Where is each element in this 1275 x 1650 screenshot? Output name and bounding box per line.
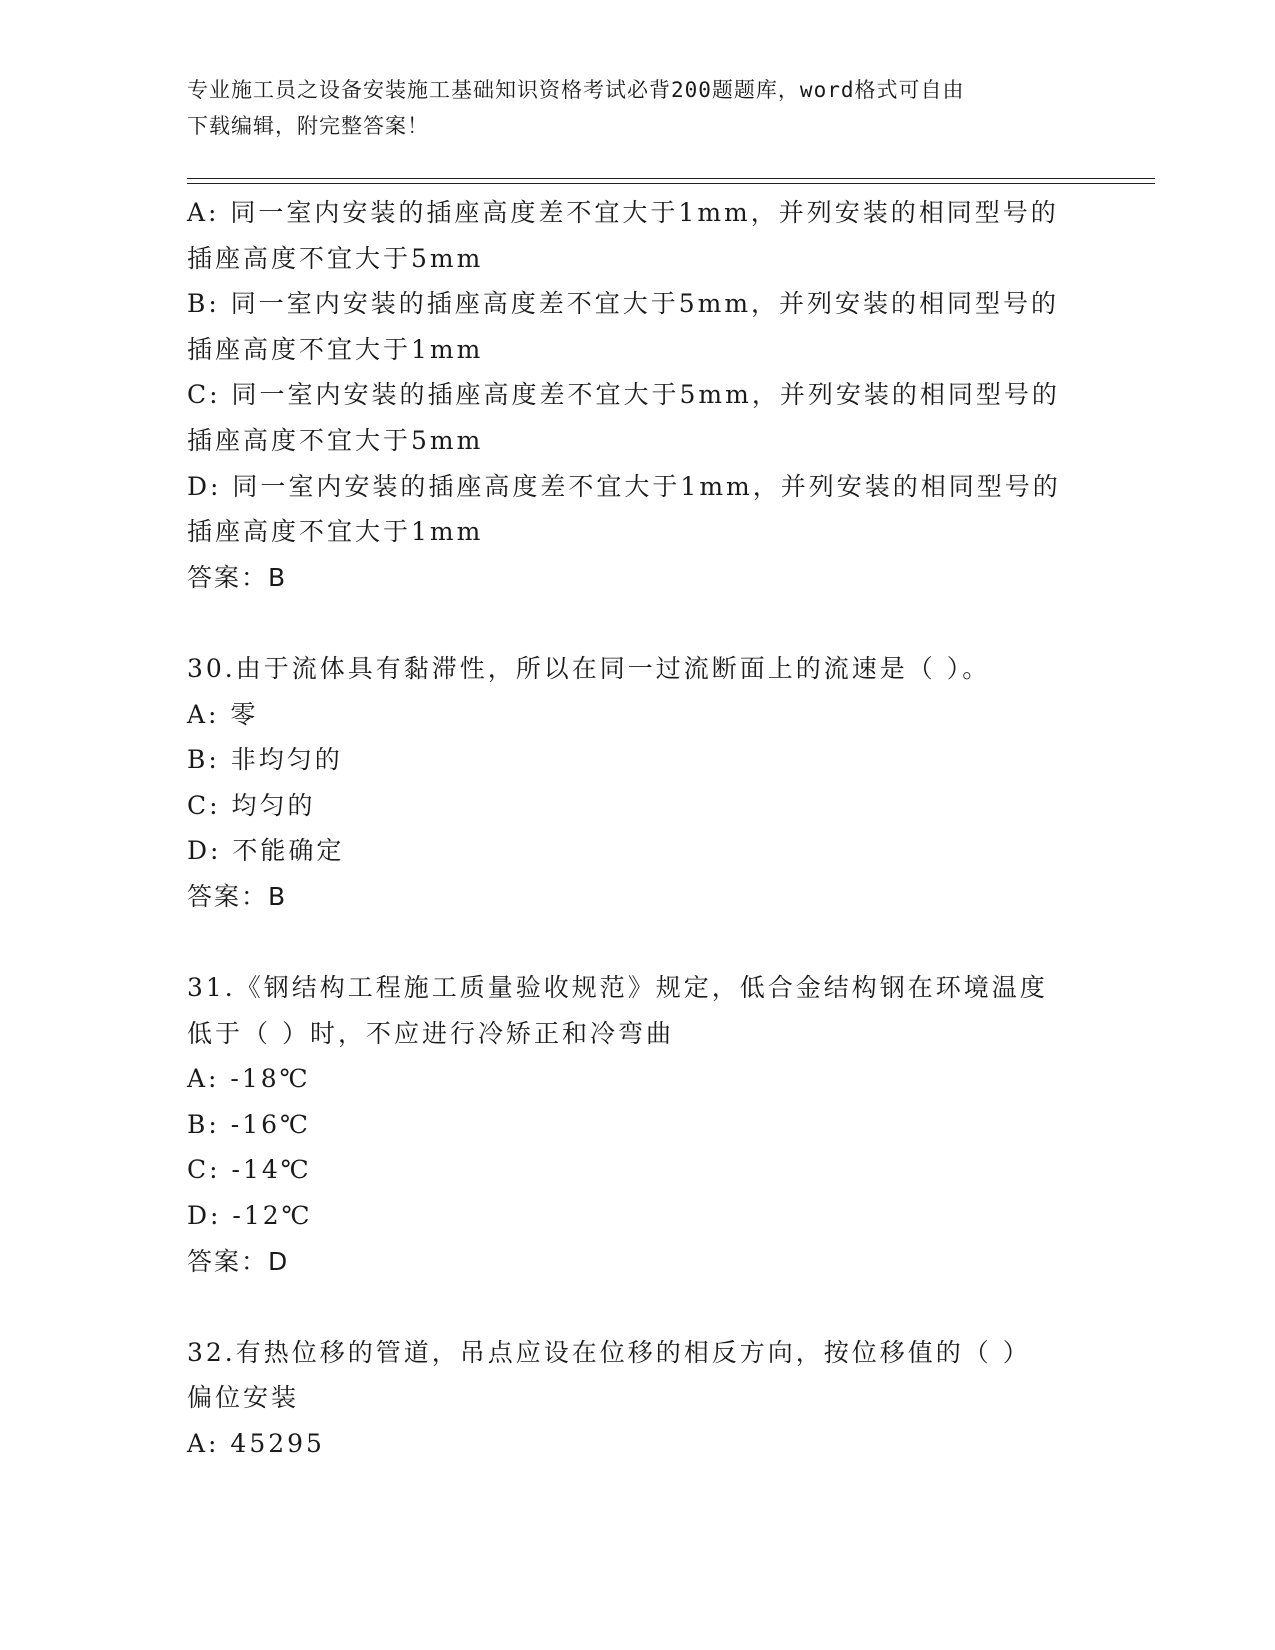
option-a: A: 45295 <box>187 1429 325 1459</box>
answer-31: 答案：D <box>187 1246 290 1276</box>
question-29-options <box>187 190 1087 600</box>
option-c-line-1: C: 同一室内安装的插座高度差不宜大于5mm，并列安装的相同型号的 <box>187 380 1060 410</box>
question-31-text-line-1: 31.《钢结构工程施工质量验收规范》规定，低合金结构钢在环境温度 <box>187 973 1048 1003</box>
option-a-line-1: A: 同一室内安装的插座高度差不宜大于1mm，并列安装的相同型号的 <box>187 198 1059 227</box>
answer-29: 答案：B <box>187 562 288 592</box>
option-d: D: 不能确定 <box>187 836 345 866</box>
header-divider-top <box>187 178 1155 179</box>
option-c: C: -14℃ <box>187 1155 312 1185</box>
spacer <box>187 1284 1087 1330</box>
question-31-text-line-2: 低于（ ）时，不应进行冷矫正和冷弯曲 <box>187 1018 674 1048</box>
option-d: D: -12℃ <box>187 1201 313 1231</box>
question-30 <box>187 646 1087 920</box>
option-b: B: 非均匀的 <box>187 745 343 775</box>
option-c: C: 均匀的 <box>187 790 316 820</box>
question-31 <box>187 965 1087 1284</box>
option-a-line-2: 插座高度不宜大于5mm <box>187 243 484 273</box>
option-c-line-2: 插座高度不宜大于5mm <box>187 425 484 455</box>
option-b-line-2: 插座高度不宜大于1mm <box>187 334 484 364</box>
option-b: B: -16℃ <box>187 1109 311 1139</box>
option-d-line-2: 插座高度不宜大于1mm <box>187 517 484 547</box>
spacer <box>187 920 1087 966</box>
question-32 <box>187 1330 1087 1467</box>
option-a: A: 零 <box>187 699 259 729</box>
question-body <box>187 190 1087 1467</box>
option-b-line-1: B: 同一室内安装的插座高度差不宜大于5mm，并列安装的相同型号的 <box>187 289 1060 319</box>
header-divider-bottom <box>187 183 1155 184</box>
question-30-text: 30.由于流体具有黏滞性，所以在同一过流断面上的流速是（ ）。 <box>187 653 991 683</box>
question-32-text-line-2: 偏位安装 <box>187 1383 300 1413</box>
answer-30: 答案：B <box>187 881 288 911</box>
option-d-line-1: D: 同一室内安装的插座高度差不宜大于1mm，并列安装的相同型号的 <box>187 471 1061 501</box>
option-a: A: -18℃ <box>187 1064 311 1094</box>
question-32-text-line-1: 32.有热位移的管道，吊点应设在位移的相反方向，按位移值的（ ） <box>187 1337 1031 1367</box>
spacer <box>187 600 1087 646</box>
document-header <box>187 72 1087 144</box>
header-line-1: 专业施工员之设备安装施工基础知识资格考试必背200题题库，word格式可自由 <box>187 78 965 102</box>
header-line-2: 下载编辑，附完整答案！ <box>187 114 429 138</box>
